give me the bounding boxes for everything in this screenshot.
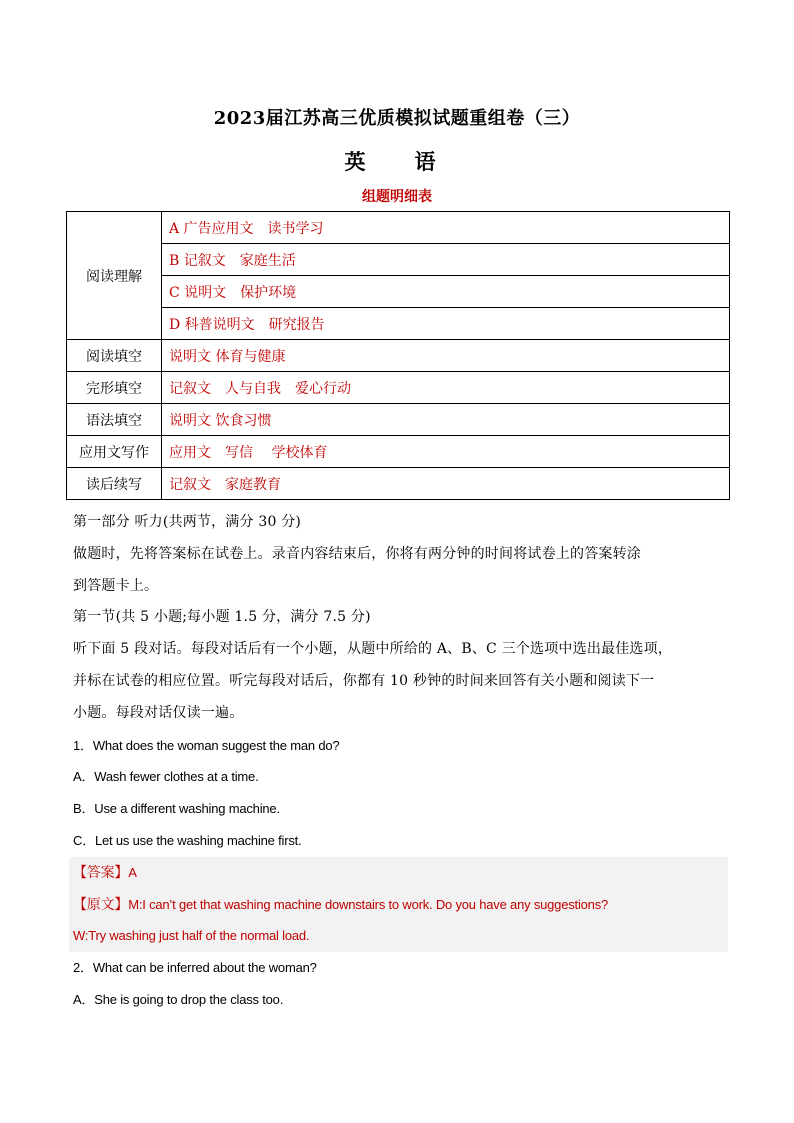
instruction-line: 做题时，先将答案标在试卷上。录音内容结束后，你将有两分钟的时间将试卷上的答案转涂 — [73, 545, 641, 562]
answer-value: A — [128, 864, 137, 880]
transcript-w: W:Try washing just half of the normal load. — [73, 928, 310, 944]
category-cell: 读后续写 — [67, 468, 162, 500]
answer-tag: 【答案】 — [73, 864, 129, 881]
table-row — [67, 212, 730, 244]
category-cell: 语法填空 — [67, 404, 162, 436]
option-b: B．Use a different washing machine. — [73, 801, 280, 817]
table-row — [67, 244, 730, 276]
item-cell: 应用文 写信 学校体育 — [162, 436, 730, 468]
item-cell: B 记叙文 家庭生活 — [162, 244, 730, 276]
transcript-tag: 【原文】 — [73, 896, 129, 913]
item-cell: A 广告应用文 读书学习 — [162, 212, 730, 244]
option-a: A．She is going to drop the class too. — [73, 991, 284, 1007]
section-heading: 第一节(共 5 小题;每小题 1.5 分，满分 7.5 分) — [73, 609, 371, 626]
transcript-m: M:I can’t get that washing machine downstairs to work. Do you have any suggestions? — [128, 896, 609, 912]
transcript-line — [73, 889, 728, 921]
table-row — [67, 276, 730, 308]
exam-title: 2023届江苏高三优质模拟试题重组卷（三） — [213, 108, 581, 129]
option-a: A．Wash fewer clothes at a time. — [73, 769, 259, 785]
table-row — [67, 436, 730, 468]
exam-body — [73, 507, 725, 1016]
category-cell: 阅读填空 — [67, 340, 162, 372]
item-cell: C 说明文 保护环境 — [162, 276, 730, 308]
instruction-line: 并标在试卷的相应位置。听完每段对话后，你都有 10 秒钟的时间来回答有关小题和阅读下一 — [73, 672, 655, 689]
instruction-line: 到答题卡上。 — [73, 577, 159, 594]
question-text: 2．What can be inferred about the woman? — [73, 960, 317, 976]
item-cell: 记叙文 家庭教育 — [162, 468, 730, 500]
part-heading: 第一部分 听力(共两节，满分 30 分) — [73, 514, 302, 530]
category-cell: 完形填空 — [67, 372, 162, 404]
subject-title: 英 语 — [344, 149, 450, 174]
answer-block — [69, 857, 728, 952]
table-row — [67, 372, 730, 404]
item-cell: 记叙文 人与自我 爱心行动 — [162, 372, 730, 404]
item-cell: D 科普说明文 研究报告 — [162, 308, 730, 340]
option-c: C．Let us use the washing machine first. — [73, 832, 302, 848]
question-composition-table — [66, 211, 730, 500]
answer-line — [73, 857, 728, 889]
table-row — [67, 308, 730, 340]
table-row — [67, 340, 730, 372]
item-cell: 说明文 饮食习惯 — [162, 404, 730, 436]
instruction-line: 听下面 5 段对话。每段对话后有一个小题，从题中所给的 A、B、C 三个选项中选出最佳选项， — [73, 641, 673, 658]
table-row — [67, 468, 730, 500]
category-cell: 应用文写作 — [67, 436, 162, 468]
question-text: 1．What does the woman suggest the man do? — [73, 737, 340, 753]
table-title: 组题明细表 — [362, 189, 432, 205]
instruction-line: 小题。每段对话仅读一遍。 — [73, 704, 244, 721]
item-cell: 说明文 体育与健康 — [162, 340, 730, 372]
category-cell: 阅读理解 — [67, 212, 162, 340]
table-row — [67, 404, 730, 436]
